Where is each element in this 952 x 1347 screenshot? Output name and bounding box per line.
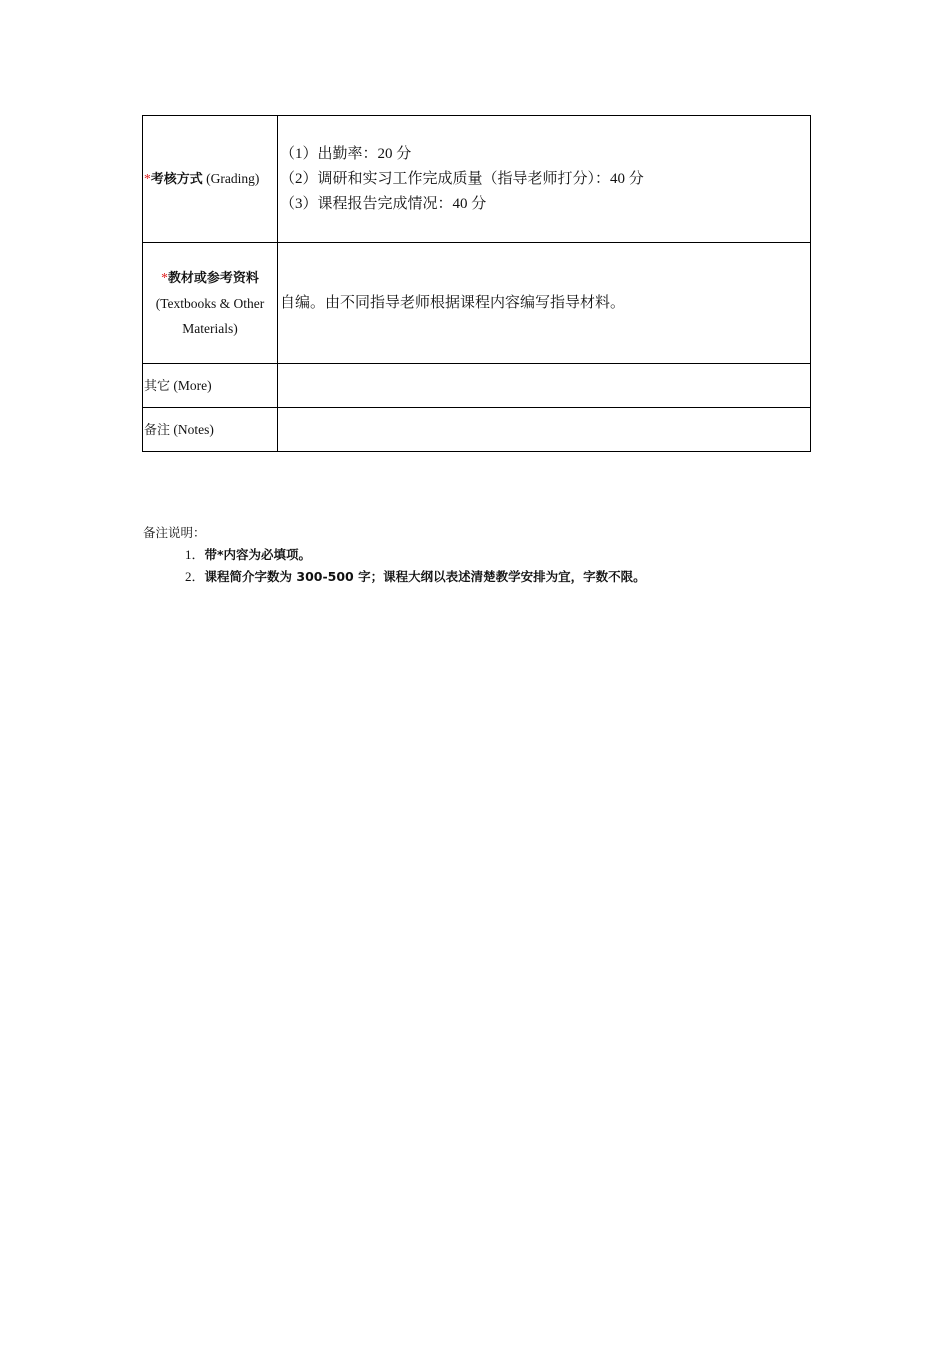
remarks-item-text: 课程简介字数为 300-500 字；课程大纲以表述清楚教学安排为宜，字数不限。 — [204, 569, 646, 584]
required-asterisk: * — [161, 270, 168, 285]
more-label-cell — [143, 364, 278, 408]
textbooks-label-zh-line — [143, 265, 277, 291]
list-item — [143, 544, 783, 566]
remarks-list — [143, 544, 783, 588]
more-label-en: (More) — [173, 377, 212, 393]
more-value-cell — [278, 364, 811, 408]
notes-label-cell — [143, 408, 278, 452]
textbooks-label-zh: 教材或参考资料 — [167, 271, 259, 286]
required-asterisk: * — [144, 171, 151, 186]
syllabus-table — [142, 115, 811, 452]
table-row-grading — [143, 116, 811, 243]
grading-label-zh: 考核方式 — [150, 172, 203, 187]
grading-label-cell — [143, 116, 278, 243]
table-row-textbooks — [143, 243, 811, 364]
textbooks-value-cell — [278, 243, 811, 364]
notes-label-zh: 备注 — [144, 422, 171, 438]
textbooks-label-en-line1: (Textbooks & Other — [155, 296, 265, 311]
textbooks-label-cell — [143, 243, 278, 364]
remarks-item-number: 1． — [185, 547, 205, 562]
grading-label-en: (Grading) — [206, 171, 260, 186]
remarks-section — [143, 522, 783, 588]
table-row-notes — [143, 408, 811, 452]
notes-label-en: (Notes) — [173, 421, 214, 437]
textbooks-label-en-line2: Materials) — [182, 321, 238, 336]
more-label-zh: 其它 — [144, 378, 171, 394]
remarks-item-text: 带*内容为必填项。 — [204, 547, 312, 562]
grading-value-cell — [278, 116, 811, 243]
notes-value-cell — [278, 408, 811, 452]
remarks-title: 备注说明： — [143, 525, 206, 540]
grading-item-1: （1）出勤率：20 分 — [280, 145, 412, 162]
remarks-item-number: 2． — [185, 569, 205, 584]
textbooks-value: 自编。由不同指导老师根据课程内容编写指导材料。 — [280, 294, 626, 311]
table-row-more — [143, 364, 811, 408]
grading-item-2: （2）调研和实习工作完成质量（指导老师打分）：40 分 — [280, 170, 644, 187]
list-item — [143, 566, 783, 588]
grading-item-3: （3）课程报告完成情况：40 分 — [280, 195, 487, 212]
